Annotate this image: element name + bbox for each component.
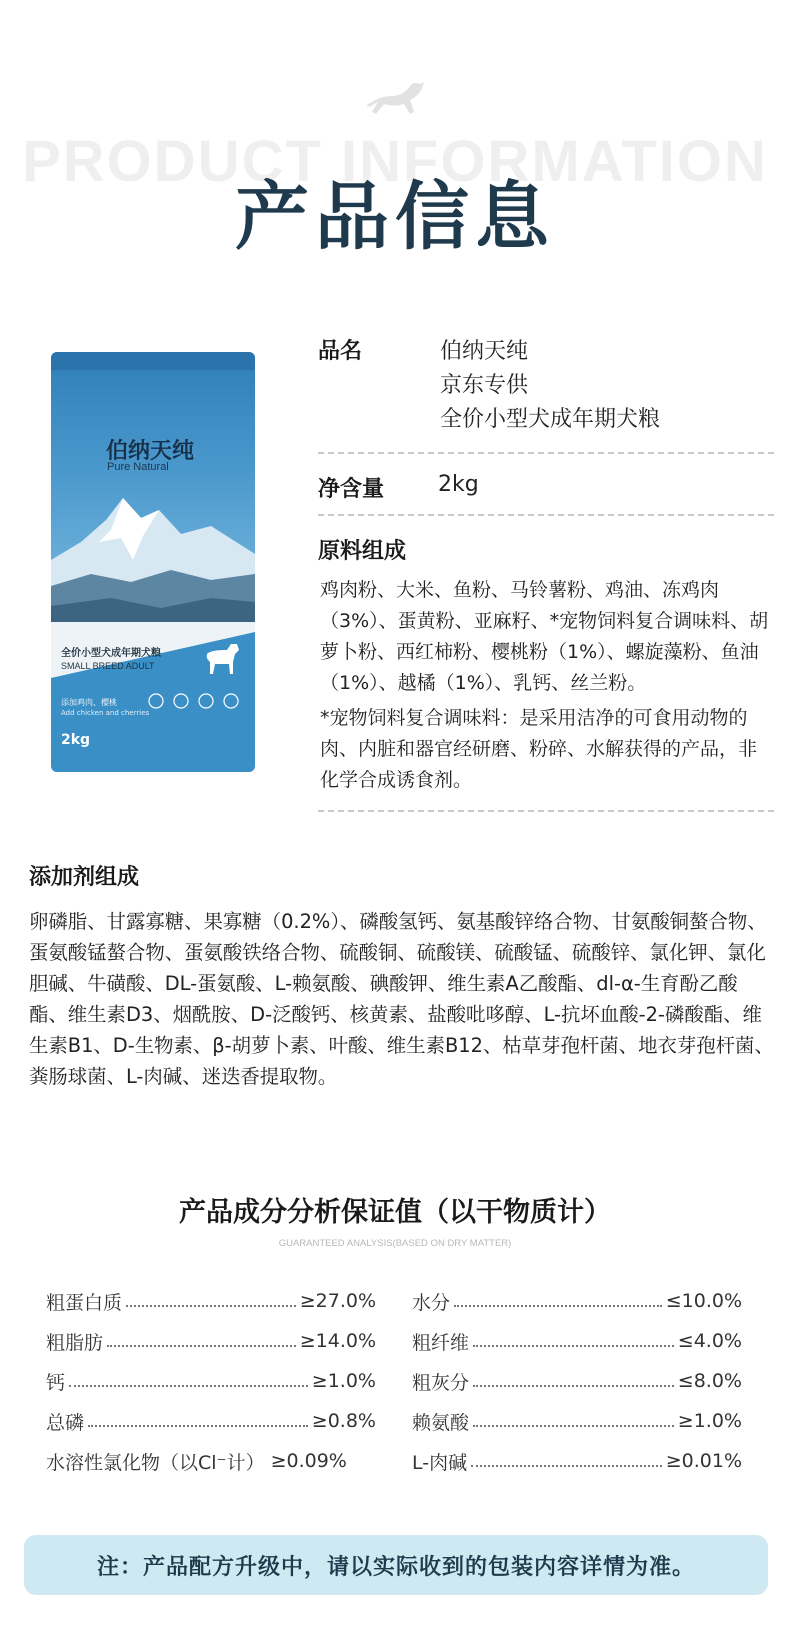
- product-name-value-2: 京东专供: [440, 373, 529, 398]
- watermark-text: PRODUCT INFORMATION: [22, 129, 768, 194]
- package-top-strip: [51, 352, 255, 370]
- package-weight: 2kg: [61, 732, 91, 748]
- product-name-value-1: 伯纳天纯: [440, 339, 529, 364]
- product-name-value-3: 全价小型犬成年期犬粮: [440, 407, 661, 432]
- analysis-row: [412, 1406, 742, 1436]
- analysis-item-name: 赖氨酸: [412, 1411, 470, 1434]
- analysis-item-value: ≤10.0%: [665, 1290, 742, 1312]
- analysis-row: [412, 1326, 742, 1356]
- package-benefit-icons: [147, 692, 247, 710]
- analysis-left-column: [46, 1286, 376, 1476]
- additives-title: 添加剂组成: [29, 865, 140, 890]
- analysis-item-value: ≥1.0%: [677, 1410, 742, 1432]
- leader-dots: [126, 1305, 296, 1307]
- leader-dots: [471, 1465, 662, 1467]
- analysis-row: [46, 1406, 376, 1436]
- analysis-item-value: ≥1.0%: [311, 1370, 376, 1392]
- analysis-item-value: ≥0.09%: [270, 1450, 347, 1472]
- analysis-item-value: ≤4.0%: [677, 1330, 742, 1352]
- leader-dots: [473, 1425, 674, 1427]
- analysis-item-value: ≥27.0%: [299, 1290, 376, 1312]
- analysis-item-value: ≥14.0%: [299, 1330, 376, 1352]
- additives-text: 卵磷脂、甘露寡糖、果寡糖（0.2%）、磷酸氢钙、氨基酸锌络合物、甘氨酸铜螯合物、蛋氨酸锰螯合物、蛋氨酸铁络合物、硫酸铜、硫酸镁、硫酸锰、硫酸锌、氯化钾、氯化胆碱、牛磺酸、DL-蛋氨酸、L-赖氨酸、碘酸钾、维生素A乙酸酯、dl-α-生育酚乙酸酯、维生素D3、烟酰胺、D-泛酸钙、核黄素、盐酸吡哆醇、L-抗坏血酸-2-磷酸酯、维生素B1、D-生物素、β-胡萝卜素、叶酸、维生素B12、枯草芽孢杆菌、地衣芽孢杆菌、粪肠球菌、L-肉碱、迷迭香提取物。: [29, 910, 774, 1088]
- mountain-illustration: [51, 490, 255, 630]
- dog-logo-icon: [362, 78, 428, 124]
- analysis-item-name: 粗蛋白质: [46, 1291, 123, 1314]
- package-brand-en: Pure Natural: [107, 461, 169, 473]
- leader-dots: [454, 1305, 662, 1307]
- leader-dots: [88, 1425, 308, 1427]
- formula-update-note: 注：产品配方升级中，请以实际收到的包装内容详情为准。: [24, 1535, 768, 1595]
- ingredients-label: 原料组成: [318, 539, 407, 564]
- analysis-row: [412, 1286, 742, 1316]
- analysis-subtitle: GUARANTEED ANALYSIS(BASED ON DRY MATTER): [278, 1238, 512, 1249]
- analysis-right-column: [412, 1286, 742, 1476]
- package-product-name: 全价小型犬成年期犬粮: [61, 648, 161, 659]
- analysis-item-name: L-肉碱: [412, 1451, 468, 1474]
- analysis-row: [46, 1286, 376, 1316]
- package-feature-en: Add chicken and cherries: [61, 709, 150, 717]
- analysis-item-name: 水溶性氯化物（以Cl⁻计）: [46, 1451, 265, 1474]
- net-weight-value: 2kg: [438, 472, 479, 497]
- leader-dots: [107, 1345, 296, 1347]
- analysis-title: 产品成分分析保证值（以干物质计）: [179, 1197, 611, 1228]
- divider: [318, 810, 774, 812]
- package-feature: 添加鸡肉、樱桃: [61, 698, 117, 707]
- leader-dots: [69, 1385, 308, 1387]
- analysis-item-name: 水分: [412, 1291, 451, 1314]
- ingredients-note: *宠物饲料复合调味料：是采用洁净的可食用动物的肉、内脏和器官经研磨、粉碎、水解获得的产品，非化学合成诱食剂。: [320, 707, 758, 791]
- analysis-item-value: ≤8.0%: [677, 1370, 742, 1392]
- analysis-item-name: 总磷: [46, 1411, 85, 1434]
- product-package-image: [51, 352, 255, 772]
- leader-dots: [473, 1345, 674, 1347]
- analysis-item-name: 粗灰分: [412, 1371, 470, 1394]
- analysis-item-value: ≥0.01%: [665, 1450, 742, 1472]
- divider: [318, 452, 774, 454]
- analysis-row: [412, 1446, 742, 1476]
- net-weight-label: 净含量: [318, 477, 385, 502]
- leader-dots: [473, 1385, 674, 1387]
- analysis-row: [46, 1446, 376, 1476]
- analysis-item-name: 粗脂肪: [46, 1331, 104, 1354]
- analysis-row: [412, 1366, 742, 1396]
- analysis-row: [46, 1366, 376, 1396]
- package-product-name-en: SMALL BREED ADULT: [61, 661, 155, 671]
- dog-silhouette-icon: [201, 638, 243, 678]
- analysis-item-value: ≥0.8%: [311, 1410, 376, 1432]
- divider: [318, 514, 774, 516]
- analysis-row: [46, 1326, 376, 1356]
- analysis-item-name: 钙: [46, 1371, 66, 1394]
- product-name-label: 品名: [318, 339, 363, 364]
- package-brand: 伯纳天纯: [106, 439, 195, 464]
- ingredients-text: 鸡肉粉、大米、鱼粉、马铃薯粉、鸡油、冻鸡肉（3%）、蛋黄粉、亚麻籽、*宠物饲料复合调味料、胡萝卜粉、西红柿粉、樱桃粉（1%）、螺旋藻粉、鱼油（1%）、越橘（1%）、乳钙、丝兰粉。: [320, 579, 769, 694]
- page-title: 产品信息: [235, 174, 555, 260]
- analysis-item-name: 粗纤维: [412, 1331, 470, 1354]
